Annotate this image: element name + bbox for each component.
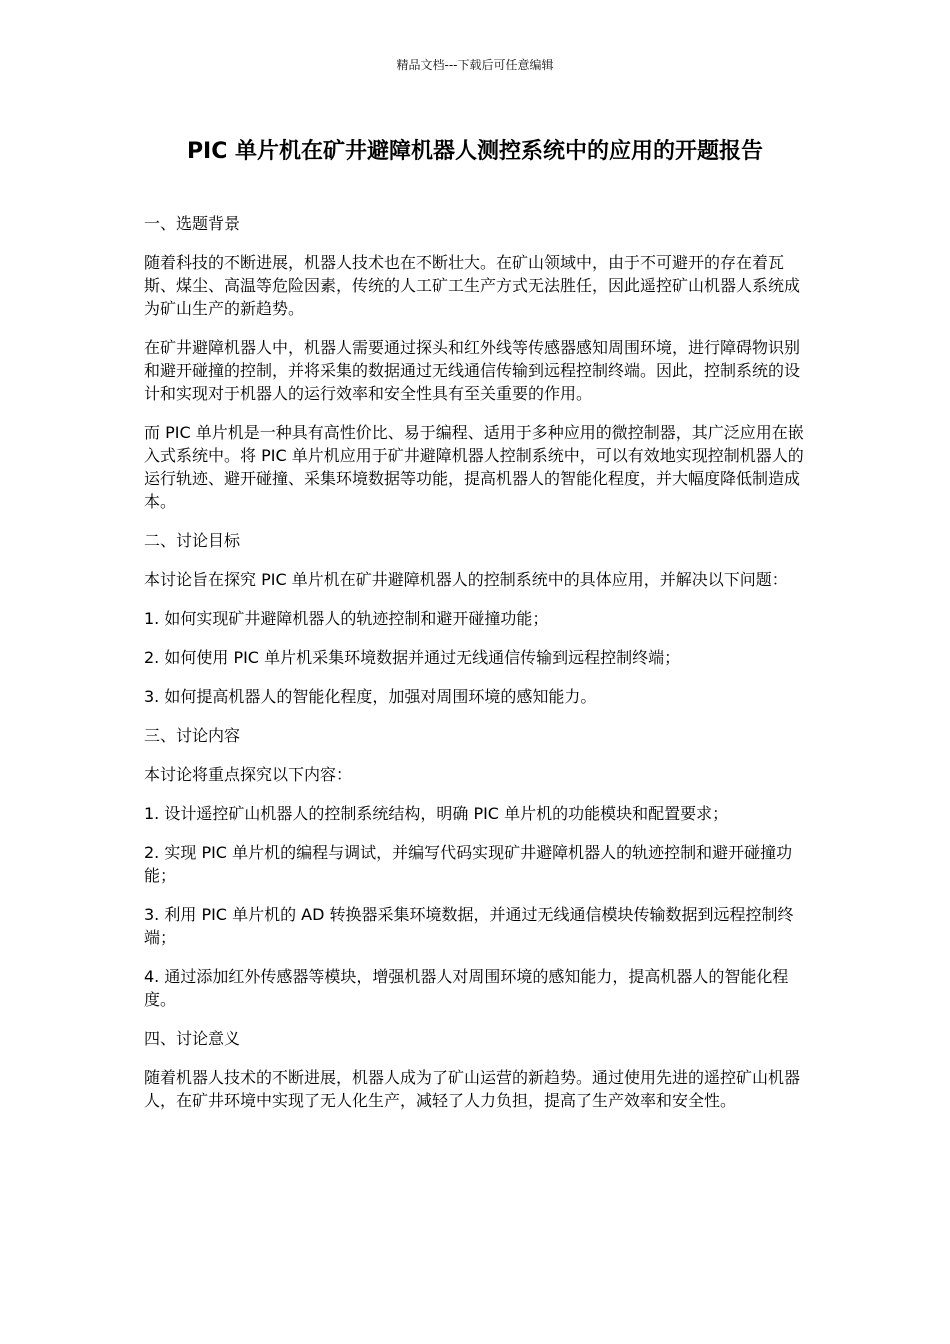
list-item: 3. 利用 PIC 单片机的 AD 转换器采集环境数据，并通过无线通信模块传输数据到远程控制终端； xyxy=(144,905,794,947)
list-item: 1. 如何实现矿井避障机器人的轨迹控制和避开碰撞功能； xyxy=(144,609,549,628)
document-title: PIC 单片机在矿井避障机器人测控系统中的应用的开题报告 xyxy=(186,139,764,164)
list-item: 3. 如何提高机器人的智能化程度，加强对周围环境的感知能力。 xyxy=(144,687,597,706)
page-header: 精品文档---下载后可任意编辑 xyxy=(396,58,554,72)
paragraph: 在矿井避障机器人中，机器人需要通过探头和红外线等传感器感知周围环境，进行障碍物识别和避开碰撞的控制，并将采集的数据通过无线通信传输到远程控制终端。因此，控制系统的设计和实现对于机器人的运行效率和安全性具有至关重要的作用。 xyxy=(144,338,801,403)
section-heading-significance: 四、讨论意义 xyxy=(144,1029,241,1048)
document-body xyxy=(144,212,804,1128)
paragraph: 而 PIC 单片机是一种具有高性价比、易于编程、适用于多种应用的微控制器，其广泛应用在嵌入式系统中。将 PIC 单片机应用于矿井避障机器人控制系统中，可以有效地实现控制机器人的运行轨迹、避开碰撞、采集环境数据等功能，提高机器人的智能化程度，并大幅度降低制造成本。 xyxy=(144,423,804,511)
list-item: 1. 设计遥控矿山机器人的控制系统结构，明确 PIC 单片机的功能模块和配置要求； xyxy=(144,804,729,823)
list-item: 2. 如何使用 PIC 单片机采集环境数据并通过无线通信传输到远程控制终端； xyxy=(144,648,681,667)
section-heading-content: 三、讨论内容 xyxy=(144,726,241,745)
paragraph: 本讨论将重点探究以下内容： xyxy=(144,765,353,784)
paragraph: 随着科技的不断进展，机器人技术也在不断壮大。在矿山领域中，由于不可避开的存在着瓦斯、煤尘、高温等危险因素，传统的人工矿工生产方式无法胜任，因此遥控矿山机器人系统成为矿山生产的新趋势。 xyxy=(144,253,801,318)
paragraph: 随着机器人技术的不断进展，机器人成为了矿山运营的新趋势。通过使用先进的遥控矿山机器人，在矿井环境中实现了无人化生产，减轻了人力负担，提高了生产效率和安全性。 xyxy=(144,1068,801,1110)
list-item: 4. 通过添加红外传感器等模块，增强机器人对周围环境的感知能力，提高机器人的智能化程度。 xyxy=(144,967,789,1009)
paragraph: 本讨论旨在探究 PIC 单片机在矿井避障机器人的控制系统中的具体应用，并解决以下问题： xyxy=(144,570,788,589)
list-item: 2. 实现 PIC 单片机的编程与调试，并编写代码实现矿井避障机器人的轨迹控制和避开碰撞功能； xyxy=(144,843,793,885)
section-heading-background: 一、选题背景 xyxy=(144,214,241,233)
section-heading-objectives: 二、讨论目标 xyxy=(144,531,241,550)
